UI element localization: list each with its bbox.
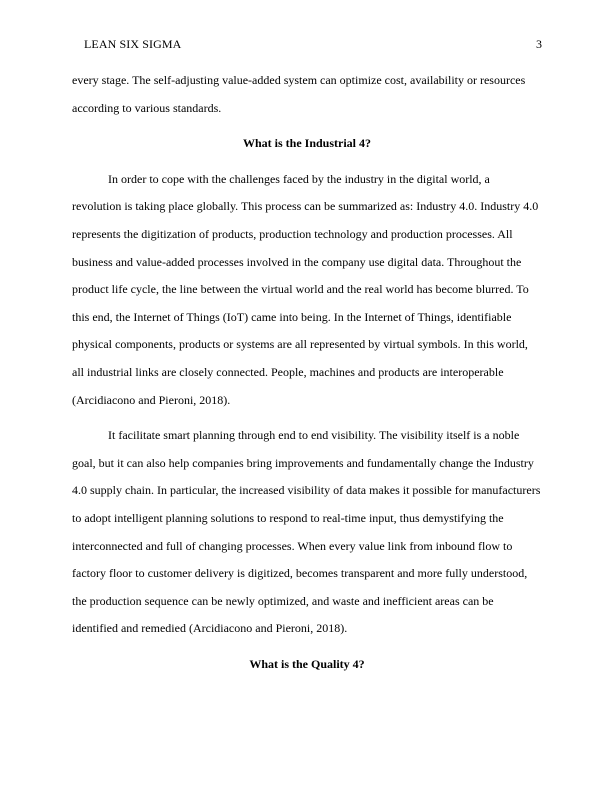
intro-paragraph: every stage. The self-adjusting value-added system can optimize cost, availability or resources according to various standards. [72, 73, 526, 115]
section-heading-quality: What is the Quality 4? [249, 656, 365, 671]
industry-paragraph-1: In order to cope with the challenges faced by the industry in the digital world, a revolution is taking place globally. This process can be summarized as: Industry 4.0. Industry 4.0 represents the digitization of products, production technology and production processes. All business and value-added processes involved in the company use digital data. Throughout the product life cycle, the line between the virtual world and the real world has become blurred. To this end, the Internet of Things (IoT) came into being. In the Internet of Things, identifiable physical components, products or systems are all represented by virtual symbols. In this world, all industrial links are closely connected. People, machines and products are interoperable (Arcidiacono and Pieroni, 2018). [72, 171, 539, 407]
spacer [72, 122, 542, 130]
spacer [72, 158, 542, 166]
running-head: LEAN SIX SIGMA [84, 37, 182, 51]
spacer [72, 414, 542, 422]
spacer [72, 643, 542, 651]
document-body [72, 67, 542, 678]
section-heading-industrial: What is the Industrial 4? [242, 136, 372, 151]
industry-paragraph-2: It facilitate smart planning through end to end visibility. The visibility itself is a noble goal, but it can also help companies bring improvements and fundamentally change the Industry 4.0 supply chain. In particular, the increased visibility of data makes it possible for manufacturers to adopt intelligent planning solutions to respond to real-time input, thus demystifying the interconnected and full of changing processes. When every value link from inbound flow to factory floor to customer delivery is digitized, becomes transparent and more fully understood, the production sequence can be newly optimized, and waste and inefficient areas can be identified and remedied (Arcidiacono and Pieroni, 2018). [72, 428, 541, 636]
page-number: 3 [536, 37, 542, 51]
